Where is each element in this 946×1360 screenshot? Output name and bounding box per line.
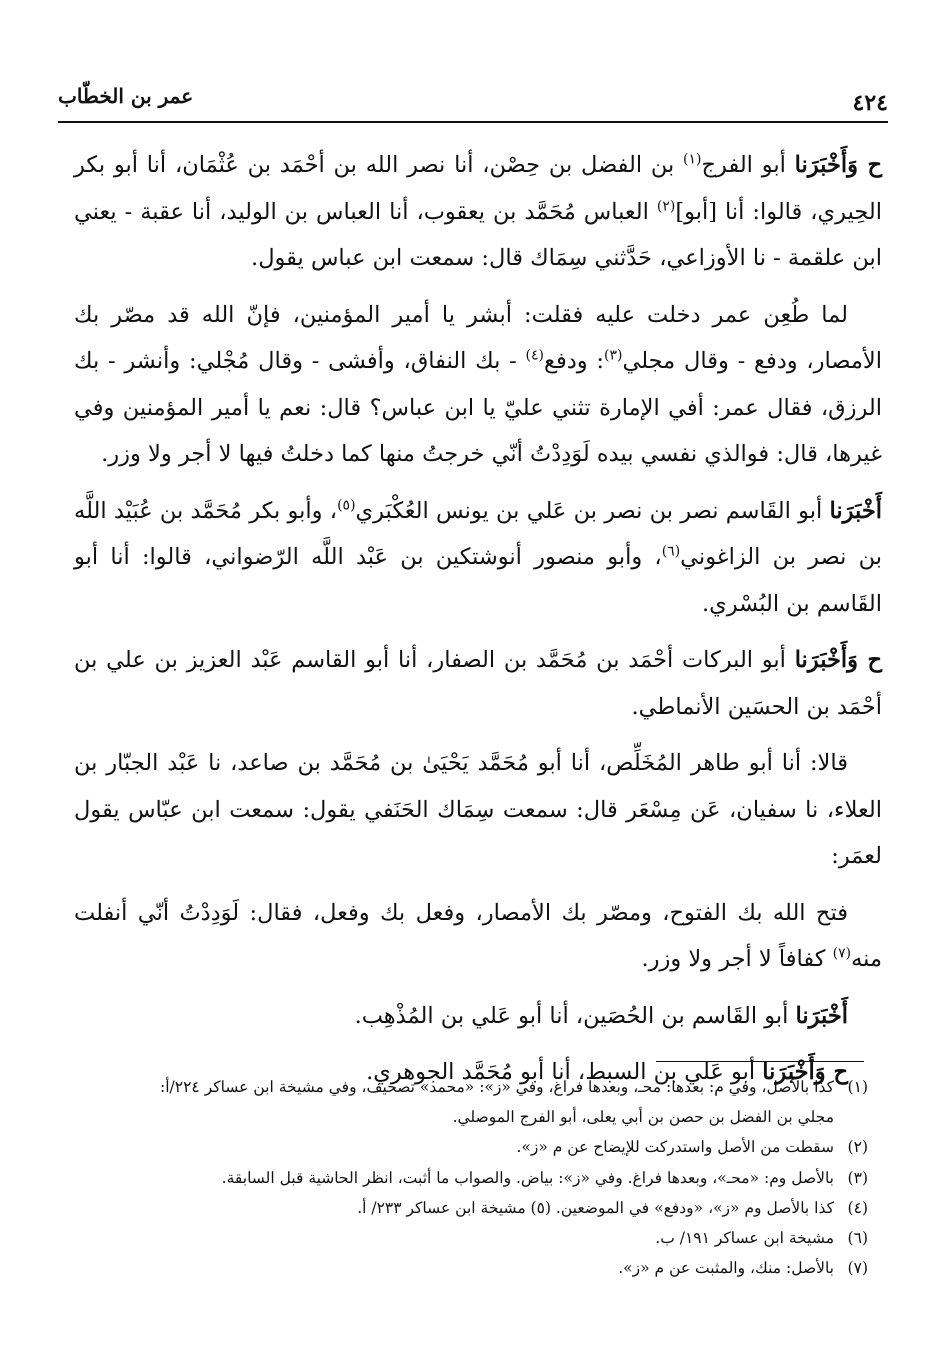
footnote-number: (١) bbox=[847, 1078, 868, 1096]
footnote-number: (٧) bbox=[847, 1259, 868, 1278]
footnote-text-wrap bbox=[74, 1163, 834, 1193]
footnote-text: مشيخة ابن عساكر ١٩١/ ب. bbox=[655, 1229, 834, 1248]
footnote-ref: (١) bbox=[683, 151, 702, 168]
text-segment: العباس مُحَمَّد بن يعقوب، أنا العباس بن الوليد، أنا عقبة - يعني ابن علقمة - نا الأوزاعي، حَدَّثني سِمَاك قال: سمعت ابن عباس يقول. bbox=[74, 198, 882, 271]
text-segment: لما طُعِن عمر دخلت عليه فقلت: أبشر يا أمير المؤمنين، فإنّ الله قد مصّر بك الأمصار، ودفع - وقال مجلي bbox=[74, 301, 882, 374]
text-segment: كفافاً لا أجر ولا وزر. bbox=[641, 946, 833, 972]
footnotes bbox=[74, 1072, 868, 1283]
text-segment: - بك النفاق، وأفشى - وقال مُجْلي: وأنشر - بك الرزق، فقال عمر: أفي الإمارة تثني عليّ يا ابن عباس؟ قال: نعم يا أمير المؤمنين وفي غيرها، قال: فوالذي نفسي بيده لَوَدِدْتُ أنّي خرجتُ منها كما دخلتُ فيها لا أجر ولا وزر. bbox=[74, 348, 882, 467]
text-segment: ، وأبو منصور أنوشتكين بن عَبْد اللَّه الرّضواني، قالوا: أنا أبو القَاسم بن البُسْري. bbox=[74, 544, 882, 617]
isnad-lead: أَخْبَرَنا bbox=[829, 497, 882, 524]
text-segment: أبو البركات أحْمَد بن مُحَمَّد بن الصفار، أنا أبو القاسم عَبْد العزيز بن علي بن أحْمَد بن الحسَين الأنماطي. bbox=[74, 647, 882, 720]
running-title: عمر بن الخطّاب bbox=[58, 84, 194, 108]
footnote-ref: (٧) bbox=[832, 945, 852, 962]
paragraph bbox=[74, 637, 882, 730]
header-divider bbox=[58, 121, 888, 123]
isnad-lead: أَخْبَرَنا bbox=[795, 1002, 848, 1029]
footnote-ref: (٤) bbox=[525, 347, 545, 364]
page-header bbox=[58, 78, 888, 116]
footnote bbox=[74, 1072, 868, 1132]
text-segment: فتح الله بك الفتوح، ومصّر بك الأمصار، وفعل بك وفعل، فقال: لَوَدِدْتُ أنّي أنفلت منه bbox=[74, 899, 882, 972]
footnote-number: (٤) bbox=[847, 1198, 868, 1217]
footnote-text: سقطت من الأصل واستدركت للإيضاح عن م «ز». bbox=[516, 1138, 834, 1157]
text-segment: أبو عَلي بن السبط، أنا أبو مُحَمَّد الجوهري. bbox=[366, 1059, 763, 1085]
paragraph bbox=[74, 993, 882, 1040]
footnote-text-wrap bbox=[74, 1072, 834, 1132]
footnote-ref: (٢) bbox=[656, 198, 676, 214]
paragraph bbox=[74, 740, 882, 880]
text-segment: : ودفع bbox=[544, 348, 604, 374]
footnote-number: (٢) bbox=[847, 1138, 868, 1157]
text-segment: قالا: أنا أبو طاهر المُخَلِّص، أنا أبو مُحَمَّد يَحْيَىٰ بن مُحَمَّد بن صاعد، نا عَبْد الجبّار بن العلاء، نا سفيان، عَن مِسْعَر قال: سمعت سِمَاك الحَنَفي يقول: سمعت ابن عبّاس يقول لعمَر: bbox=[74, 750, 882, 869]
footnote bbox=[74, 1193, 868, 1223]
isnad-lead: ح وَأَخْبَرَنا bbox=[794, 647, 882, 673]
footnote-text: بالأصل: منك، والمثبت عن م «ز». bbox=[618, 1259, 834, 1278]
isnad-lead: ح وَأَخْبَرَنا bbox=[762, 1059, 848, 1085]
footnote-text: كذا بالأصل، وفي م: بعدها: محـ، وبعدها فراغ، وفي «ز»: «محمد» تصحيف، وفي مشيخة ابن عساكر ٢٢٤/أ: bbox=[160, 1078, 834, 1096]
footnote bbox=[74, 1163, 868, 1193]
footnote bbox=[74, 1132, 868, 1162]
text-segment: أبو القَاسم نصر بن نصر بن عَلي بن يونس العُكْبَري bbox=[355, 497, 830, 524]
footnote-text-wrap bbox=[74, 1193, 834, 1223]
footnote-continuation: مجلي بن الفضل بن حصن بن أبي يعلى، أبو الفرج الموصلي. bbox=[452, 1108, 834, 1127]
text-segment: ، وأبو بكر مُحَمَّد بن عُبَيْد اللَّه بن نصر بن الزاغوني bbox=[74, 497, 882, 570]
footnote-ref: (٦) bbox=[661, 543, 681, 560]
paragraph bbox=[74, 142, 882, 282]
footnote-number: (٦) bbox=[847, 1229, 868, 1248]
footnote bbox=[74, 1253, 868, 1283]
footnote-divider bbox=[656, 1061, 864, 1062]
paragraph bbox=[74, 488, 882, 628]
page-number: ٤٢٤ bbox=[852, 90, 888, 116]
footnote-text-wrap bbox=[74, 1253, 834, 1283]
footnote-number: (٣) bbox=[847, 1168, 868, 1187]
text-segment: بن الفضل بن حِصْن، أنا نصر الله بن أحْمَد بن عُثْمَان، أنا أبو بكر الحِيري، قالوا: أنا [أبو] bbox=[74, 152, 882, 225]
text-segment: أبو الفرج bbox=[701, 152, 795, 178]
footnote-ref: (٥) bbox=[337, 497, 356, 513]
footnote-ref: (٣) bbox=[603, 347, 623, 364]
footnote-text: بالأصل وم: «محـ»، وبعدها فراغ. وفي «ز»: بياض. والصواب ما أثبت، انظر الحاشية قبل السابقة. bbox=[221, 1168, 834, 1187]
main-text bbox=[74, 142, 882, 1106]
text-segment: أبو القَاسم بن الحُصَين، أنا أبو عَلي بن المُذْهِب. bbox=[354, 1002, 796, 1029]
footnote-text-wrap bbox=[74, 1223, 834, 1253]
paragraph bbox=[74, 890, 882, 983]
footnote-text-wrap bbox=[74, 1132, 834, 1162]
footnote bbox=[74, 1223, 868, 1253]
footnote-text: كذا بالأصل وم «ز»، «ودفع» في الموضعين. (٥) مشيخة ابن عساكر ٢٣٣/ أ. bbox=[357, 1198, 834, 1217]
paragraph bbox=[74, 292, 882, 478]
isnad-lead: ح وَأَخْبَرَنا bbox=[794, 152, 882, 178]
